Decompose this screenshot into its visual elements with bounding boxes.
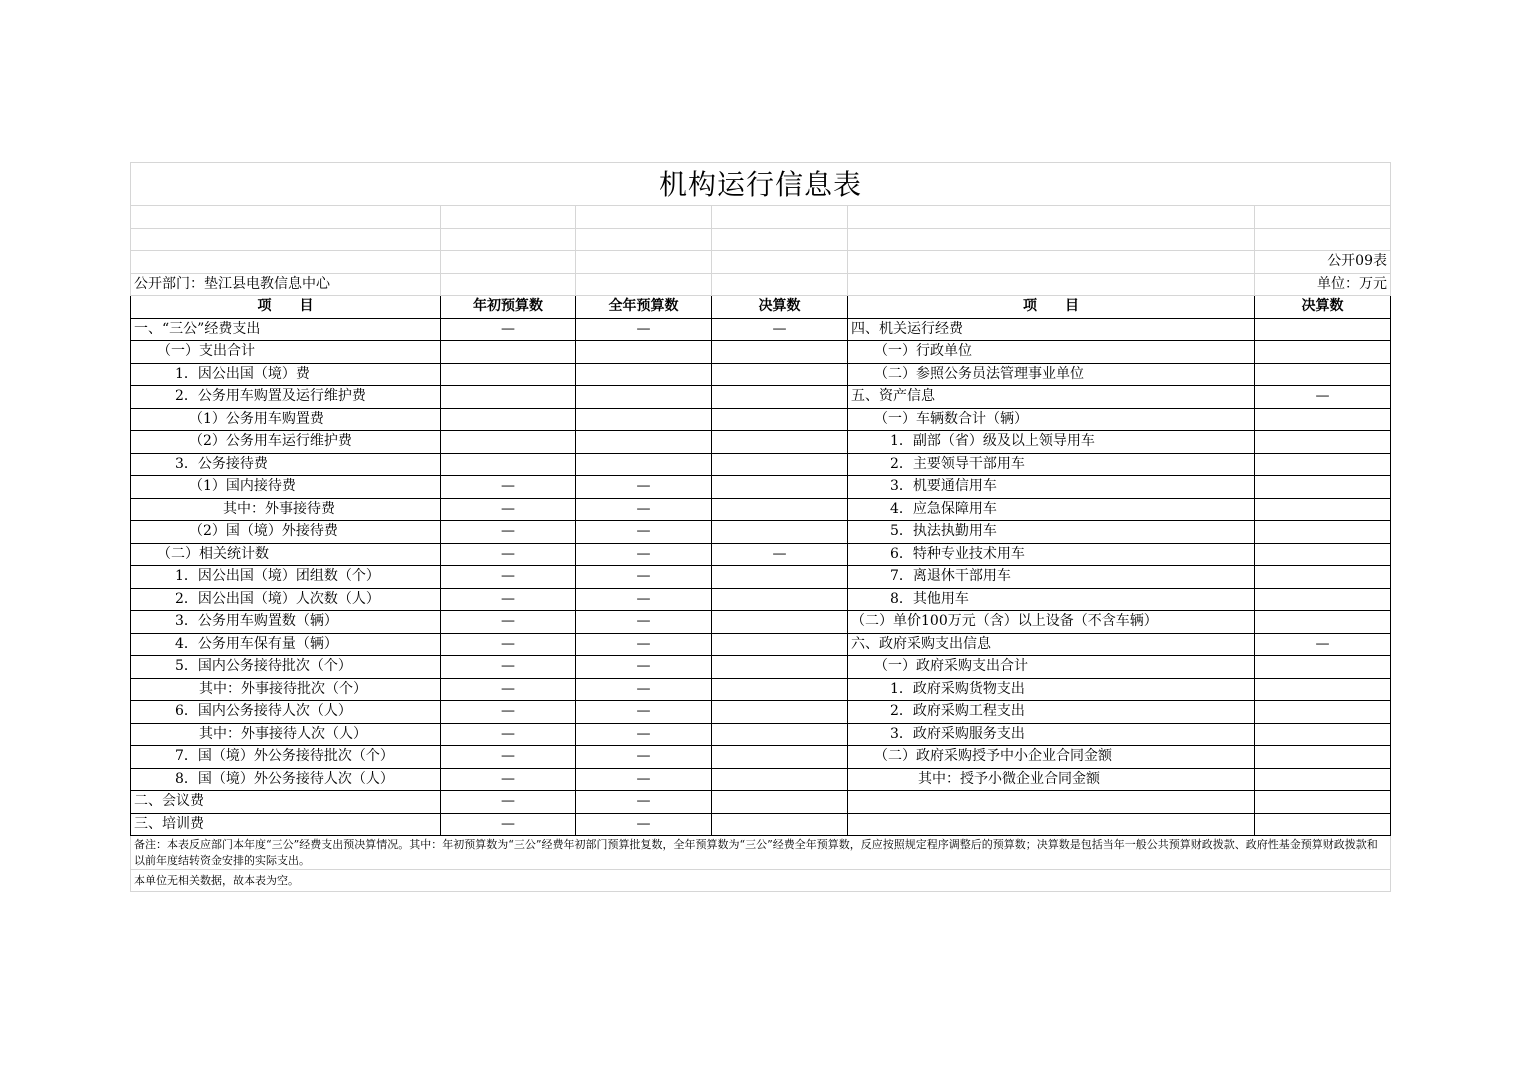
row-final-right (1255, 656, 1391, 679)
row-item-left: 三、培训费 (131, 813, 441, 836)
table-row (131, 746, 1391, 769)
table-row (131, 431, 1391, 454)
row-budget-full: — (576, 678, 712, 701)
row-item-left: 8．国（境）外公务接待人次（人） (131, 768, 441, 791)
row-final-left: — (712, 543, 848, 566)
row-item-right: （一）车辆数合计（辆） (848, 408, 1255, 431)
row-budget-full (576, 431, 712, 454)
row-final-right (1255, 363, 1391, 386)
row-final-left (712, 453, 848, 476)
row-item-left: 其中：外事接待人次（人） (131, 723, 441, 746)
row-budget-initial (441, 341, 576, 364)
department-label: 公开部门：垫江县电教信息中心 (131, 273, 441, 296)
table-row (131, 633, 1391, 656)
row-final-left (712, 633, 848, 656)
report-table (130, 162, 1391, 892)
row-final-right (1255, 611, 1391, 634)
table-row (131, 363, 1391, 386)
note-row (131, 836, 1391, 870)
row-budget-full: — (576, 588, 712, 611)
row-item-right: 2．主要领导干部用车 (848, 453, 1255, 476)
empty-data-note: 本单位无相关数据，故本表为空。 (131, 870, 1391, 892)
row-item-left: （2）国（境）外接待费 (131, 521, 441, 544)
row-final-right (1255, 341, 1391, 364)
row-final-left (712, 408, 848, 431)
row-budget-full (576, 363, 712, 386)
row-item-left: 3．公务接待费 (131, 453, 441, 476)
row-final-left (712, 498, 848, 521)
row-budget-full: — (576, 521, 712, 544)
row-final-left: — (712, 318, 848, 341)
row-item-left: （2）公务用车运行维护费 (131, 431, 441, 454)
table-row (131, 791, 1391, 814)
table-row (131, 341, 1391, 364)
row-budget-initial: — (441, 746, 576, 769)
table-row (131, 768, 1391, 791)
blank-row (131, 228, 1391, 251)
row-final-right: — (1255, 633, 1391, 656)
row-final-right (1255, 723, 1391, 746)
row-item-left: （1）公务用车购置费 (131, 408, 441, 431)
row-item-right: 1．副部（省）级及以上领导用车 (848, 431, 1255, 454)
table-row (131, 318, 1391, 341)
row-final-right (1255, 566, 1391, 589)
row-final-left (712, 768, 848, 791)
header-budget-initial: 年初预算数 (441, 296, 576, 319)
table-row (131, 386, 1391, 409)
row-item-left: 3．公务用车购置数（辆） (131, 611, 441, 634)
department-row (131, 273, 1391, 296)
row-budget-full (576, 386, 712, 409)
row-final-right (1255, 408, 1391, 431)
row-final-right (1255, 431, 1391, 454)
row-budget-initial: — (441, 318, 576, 341)
row-budget-full: — (576, 701, 712, 724)
row-final-left (712, 813, 848, 836)
row-final-right (1255, 521, 1391, 544)
page-title: 机构运行信息表 (131, 163, 1391, 206)
row-item-right: 3．机要通信用车 (848, 476, 1255, 499)
row-item-right: 四、机关运行经费 (848, 318, 1255, 341)
row-budget-initial: — (441, 768, 576, 791)
row-item-right: （一）行政单位 (848, 341, 1255, 364)
report-sheet (130, 162, 1390, 892)
table-row (131, 611, 1391, 634)
table-row (131, 723, 1391, 746)
row-budget-full: — (576, 656, 712, 679)
row-budget-full: — (576, 633, 712, 656)
row-final-left (712, 476, 848, 499)
row-item-left: 二、会议费 (131, 791, 441, 814)
row-budget-initial: — (441, 678, 576, 701)
row-budget-initial: — (441, 791, 576, 814)
row-final-right (1255, 813, 1391, 836)
header-item-left: 项 目 (131, 296, 441, 319)
row-final-right (1255, 746, 1391, 769)
row-final-left (712, 588, 848, 611)
row-final-right (1255, 543, 1391, 566)
row-item-left: 4．公务用车保有量（辆） (131, 633, 441, 656)
row-item-left: 2．因公出国（境）人次数（人） (131, 588, 441, 611)
row-budget-full: — (576, 498, 712, 521)
table-row (131, 566, 1391, 589)
row-final-right (1255, 498, 1391, 521)
row-budget-initial (441, 453, 576, 476)
header-budget-full: 全年预算数 (576, 296, 712, 319)
row-budget-full: — (576, 543, 712, 566)
row-final-left (712, 431, 848, 454)
row-item-left: （一）支出合计 (131, 341, 441, 364)
table-row (131, 678, 1391, 701)
row-budget-initial: — (441, 588, 576, 611)
row-final-right (1255, 476, 1391, 499)
row-item-right (848, 813, 1255, 836)
row-item-right: 7．离退休干部用车 (848, 566, 1255, 589)
row-final-left (712, 701, 848, 724)
row-budget-initial (441, 431, 576, 454)
row-item-right: （一）政府采购支出合计 (848, 656, 1255, 679)
row-final-left (712, 611, 848, 634)
table-row (131, 476, 1391, 499)
row-item-right: 8．其他用车 (848, 588, 1255, 611)
row-budget-full (576, 408, 712, 431)
header-item-right: 项 目 (848, 296, 1255, 319)
row-budget-initial: — (441, 611, 576, 634)
row-final-left (712, 746, 848, 769)
row-item-right: （二）参照公务员法管理事业单位 (848, 363, 1255, 386)
row-item-right: 其中：授予小微企业合同金额 (848, 768, 1255, 791)
table-row (131, 453, 1391, 476)
row-item-left: 1．因公出国（境）费 (131, 363, 441, 386)
row-budget-full: — (576, 611, 712, 634)
row-item-left: （二）相关统计数 (131, 543, 441, 566)
row-budget-full: — (576, 476, 712, 499)
row-final-left (712, 678, 848, 701)
row-final-right (1255, 678, 1391, 701)
row-final-right (1255, 768, 1391, 791)
table-row (131, 588, 1391, 611)
row-final-left (712, 341, 848, 364)
row-budget-full: — (576, 768, 712, 791)
row-item-right: 6．特种专业技术用车 (848, 543, 1255, 566)
table-row (131, 813, 1391, 836)
row-budget-initial: — (441, 723, 576, 746)
row-budget-initial: — (441, 701, 576, 724)
row-final-right: — (1255, 386, 1391, 409)
table-row (131, 498, 1391, 521)
row-budget-initial (441, 386, 576, 409)
row-final-left (712, 386, 848, 409)
empty-note-row (131, 870, 1391, 892)
row-item-left: 6．国内公务接待人次（人） (131, 701, 441, 724)
row-item-left: 一、“三公”经费支出 (131, 318, 441, 341)
row-item-right: 五、资产信息 (848, 386, 1255, 409)
row-item-right: 2．政府采购工程支出 (848, 701, 1255, 724)
row-final-right (1255, 791, 1391, 814)
row-item-right: 六、政府采购支出信息 (848, 633, 1255, 656)
row-budget-initial: — (441, 813, 576, 836)
row-final-right (1255, 453, 1391, 476)
table-row (131, 656, 1391, 679)
row-budget-initial: — (441, 521, 576, 544)
row-item-left: 2．公务用车购置及运行维护费 (131, 386, 441, 409)
row-final-left (712, 566, 848, 589)
row-final-right (1255, 588, 1391, 611)
row-budget-initial: — (441, 656, 576, 679)
row-item-right: （二）政府采购授予中小企业合同金额 (848, 746, 1255, 769)
row-budget-initial: — (441, 543, 576, 566)
remark-note: 备注：本表反应部门本年度“三公”经费支出预决算情况。其中：年初预算数为“三公”经费年初部门预算批复数，全年预算数为“三公”经费全年预算数，反应按照规定程序调整后的预算数；决算数是包括当年一般公共预算财政拨款、政府性基金预算财政拨款和以前年度结转资金安排的实际支出。 (131, 836, 1391, 870)
row-item-left: 7．国（境）外公务接待批次（个） (131, 746, 441, 769)
table-row (131, 701, 1391, 724)
table-row (131, 543, 1391, 566)
table-row (131, 408, 1391, 431)
row-budget-full: — (576, 566, 712, 589)
row-budget-initial: — (441, 633, 576, 656)
row-final-right (1255, 701, 1391, 724)
row-final-left (712, 656, 848, 679)
row-final-left (712, 363, 848, 386)
row-budget-full: — (576, 723, 712, 746)
blank-row (131, 206, 1391, 229)
table-number: 公开09表 (1255, 251, 1391, 274)
row-item-left: 其中：外事接待批次（个） (131, 678, 441, 701)
row-budget-full: — (576, 791, 712, 814)
table-row (131, 521, 1391, 544)
row-budget-initial: — (441, 476, 576, 499)
row-budget-initial: — (441, 498, 576, 521)
row-item-right: 5．执法执勤用车 (848, 521, 1255, 544)
header-final-right: 决算数 (1255, 296, 1391, 319)
row-final-right (1255, 318, 1391, 341)
row-item-right: 4．应急保障用车 (848, 498, 1255, 521)
table-number-row (131, 251, 1391, 274)
row-budget-initial (441, 363, 576, 386)
row-final-left (712, 723, 848, 746)
row-budget-full (576, 453, 712, 476)
row-item-right (848, 791, 1255, 814)
row-item-left: 5．国内公务接待批次（个） (131, 656, 441, 679)
row-item-right: 1．政府采购货物支出 (848, 678, 1255, 701)
row-item-right: 3．政府采购服务支出 (848, 723, 1255, 746)
row-final-left (712, 521, 848, 544)
header-final-left: 决算数 (712, 296, 848, 319)
unit-label: 单位：万元 (1255, 273, 1391, 296)
row-item-right: （二）单价100万元（含）以上设备（不含车辆） (848, 611, 1255, 634)
row-budget-initial (441, 408, 576, 431)
row-item-left: 其中：外事接待费 (131, 498, 441, 521)
row-budget-full: — (576, 318, 712, 341)
row-item-left: 1．因公出国（境）团组数（个） (131, 566, 441, 589)
row-budget-full (576, 341, 712, 364)
row-budget-full: — (576, 746, 712, 769)
header-row (131, 296, 1391, 319)
row-budget-initial: — (441, 566, 576, 589)
row-item-left: （1）国内接待费 (131, 476, 441, 499)
row-budget-full: — (576, 813, 712, 836)
row-final-left (712, 791, 848, 814)
